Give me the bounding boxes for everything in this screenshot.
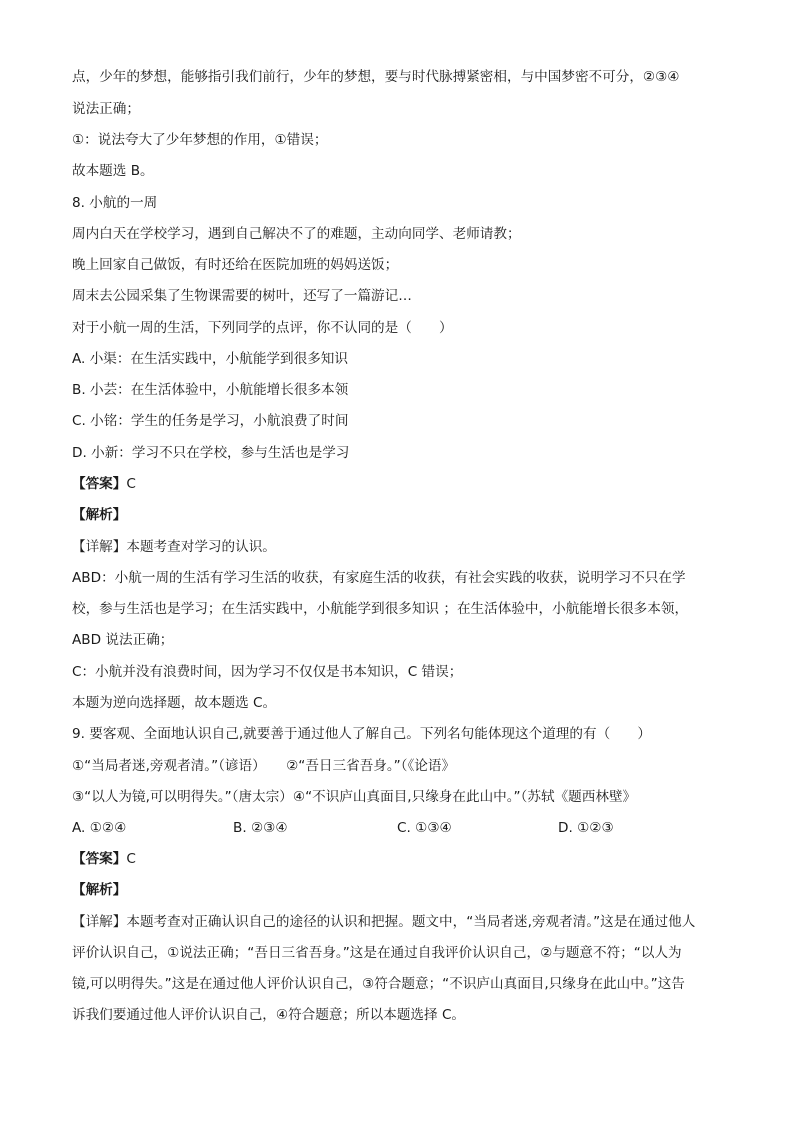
q8-analysis-tag: 【解析】 — [72, 507, 127, 523]
q8-explanation-line: C：小航并没有浪费时间，因为学习不仅仅是书本知识，C 错误； — [72, 664, 463, 680]
q9-analysis-tag: 【解析】 — [72, 882, 127, 898]
q8-explanation-line: ABD：小航一周的生活有学习生活的收获，有家庭生活的收获，有社会实践的收获，说明学习不只在学 — [72, 570, 686, 586]
q8-explanation-line: 校，参与生活也是学习；在生活实践中，小航能学到很多知识 ；在生活体验中，小航能增长很多本领， — [72, 601, 689, 617]
q8-option-a: A. 小渠：在生活实践中，小航能学到很多知识 — [72, 351, 348, 367]
q8-option-d: D. 小新：学习不只在学校，参与生活也是学习 — [72, 445, 350, 461]
q7-explanation-line: ①：说法夸大了少年梦想的作用，①错误； — [72, 132, 328, 148]
answer-value: C — [126, 851, 136, 867]
q9-option-a: A. ①②④ — [72, 820, 127, 836]
q7-conclusion: 故本题选 B。 — [72, 163, 154, 179]
q9-quote-line: ①“当局者迷,旁观者清。”（谚语） ②“吾日三省吾身。”（《论语》 — [72, 758, 456, 774]
q9-option-d: D. ①②③ — [558, 820, 614, 836]
q8-option-c: C. 小铭：学生的任务是学习，小航浪费了时间 — [72, 413, 349, 429]
q9-explanation-line: 诉我们要通过他人评价认识自己，④符合题意；所以本题选择 C。 — [72, 1007, 466, 1023]
q8-question: 对于小航一周的生活，下列同学的点评，你不认同的是（ ） — [72, 320, 453, 336]
q9-explanation-line: 镜,可以明得失。”这是在通过他人评价认识自己，③符合题意；“不识庐山真面目,只缘身在此山中。”这告 — [72, 976, 685, 992]
q8-detail: 【详解】本题考查对学习的认识。 — [72, 539, 276, 555]
q7-explanation-line: 说法正确； — [72, 101, 140, 117]
q7-explanation-line: 点，少年的梦想，能够指引我们前行，少年的梦想，要与时代脉搏紧密相，与中国梦密不可分，②③④ — [72, 69, 680, 85]
q8-answer — [72, 474, 722, 494]
answer-tag: 【答案】 — [72, 851, 127, 867]
answer-tag: 【答案】 — [72, 476, 127, 492]
q9-explanation-line: 评价认识自己，①说法正确；“吾日三省吾身。”这是在通过自我评价认识自己，②与题意不符；“以人为 — [72, 945, 682, 961]
q9-option-b: B. ②③④ — [233, 820, 288, 836]
q8-title: 8. 小航的一周 — [72, 195, 158, 211]
q8-stem-line: 晚上回家自己做饭，有时还给在医院加班的妈妈送饭； — [72, 257, 399, 273]
q9-quote-line: ③“以人为镜,可以明得失。”（唐太宗）④“不识庐山真面目,只缘身在此山中。”（苏轼《题西林壁》 — [72, 789, 637, 805]
q9-stem: 9. 要客观、全面地认识自己,就要善于通过他人了解自己。下列名句能体现这个道理的有（ ） — [72, 726, 651, 742]
q9-answer — [72, 849, 722, 869]
q8-conclusion: 本题为逆向选择题，故本题选 C。 — [72, 695, 277, 711]
q8-explanation-line: ABD 说法正确； — [72, 632, 174, 648]
q8-stem-line: 周末去公园采集了生物课需要的树叶，还写了一篇游记… — [72, 288, 412, 304]
q9-option-c: C. ①③④ — [397, 820, 452, 836]
q9-explanation-line: 【详解】本题考查对正确认识自己的途径的认识和把握。题文中，“当局者迷,旁观者清。”这是在通过他人 — [72, 914, 696, 930]
answer-value: C — [126, 476, 136, 492]
q8-option-b: B. 小芸：在生活体验中，小航能增长很多本领 — [72, 382, 349, 398]
q8-stem-line: 周内白天在学校学习，遇到自己解决不了的难题，主动向同学、老师请教； — [72, 226, 521, 242]
